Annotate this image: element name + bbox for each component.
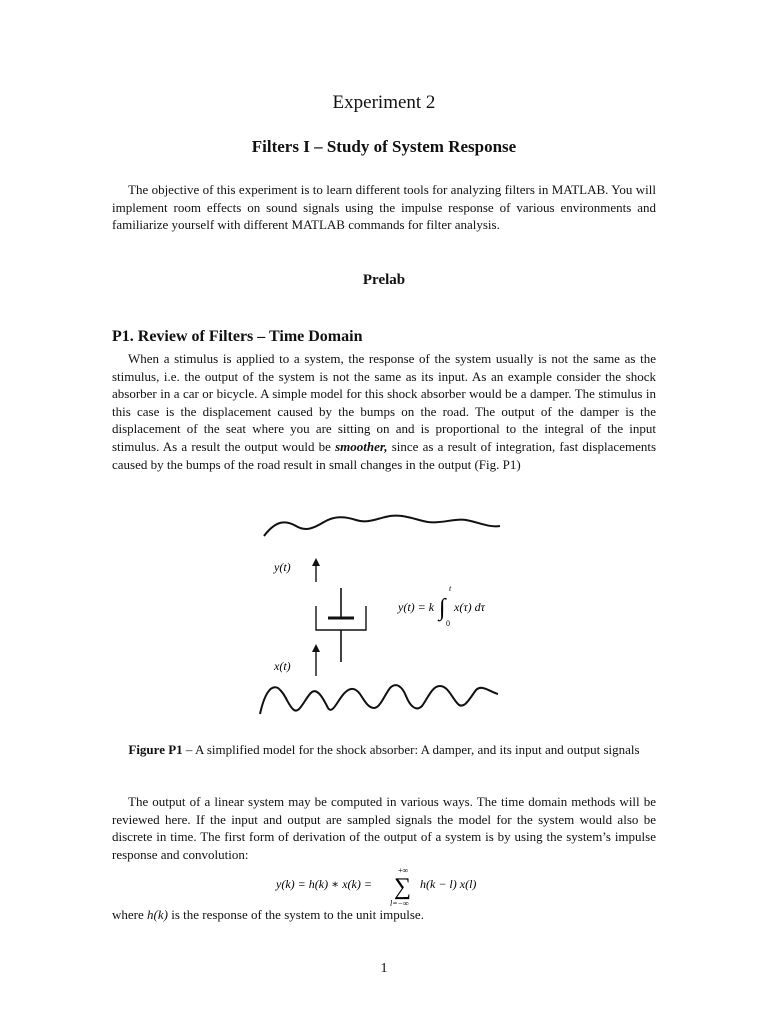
paragraph-convolution: The output of a linear system may be computed in various ways. The time domain methods will be reviewed here. If the input and output are sampled signals the model for the system would also be discrete in time. The first form of derivation of the output of a system is by using the system’s impulse response and convolution: [112, 794, 656, 862]
output-signal-wave [264, 516, 500, 536]
input-signal-wave [260, 685, 498, 714]
figure-p1 [250, 500, 520, 725]
output-label: y(t) [274, 560, 291, 574]
figure-integral-upper-limit: t [449, 584, 452, 593]
input-arrow-head [312, 644, 320, 652]
where-suffix: is the response of the system to the unit impulse. [171, 907, 424, 922]
section-p1-text: When a stimulus is applied to a system, the response of the system usually is not the same as the stimulus, i.e. the output of the system is not the same as its input. As an example consider the shock absorber in a car or bicycle. A simple model for this shock absorber would be a damper. The stimulus in this case is the displacement caused by the bumps on the road. The output of the damper is the displacement of the seat where you are sitting on and is proportional to the integral of the input stimulus. As a result the output would be [112, 351, 656, 454]
convolution-equation [270, 864, 510, 908]
figure-integral-sign: ∫ [439, 595, 446, 621]
section-p1-emphasis: smoother, [335, 438, 388, 454]
figure-caption [112, 741, 656, 759]
output-arrow-head [312, 558, 320, 566]
where-prefix: where [112, 907, 144, 922]
document-subtitle: Filters I – Study of System Response [251, 137, 517, 156]
figure-equation-integrand: x(τ) dτ [454, 600, 485, 614]
caption-label: Figure P1 [128, 742, 183, 757]
intro-paragraph: The objective of this experiment is to learn different tools for analyzing filters in MATLAB. You will implement room effects on sound signals using the impulse response of various environments and familiarize yourself with different MATLAB commands for filter analysis. [112, 182, 656, 233]
caption-text: – A simplified model for the shock absorber: A damper, and its input and output signals [185, 742, 640, 757]
prelab-heading: Prelab [362, 272, 406, 288]
document-title: Experiment 2 [332, 92, 436, 113]
where-symbol: h(k) [147, 907, 168, 922]
conv-eq-lhs: y(k) = h(k) ∗ x(k) = [276, 877, 372, 891]
conv-sum-lower: l=−∞ [390, 899, 409, 908]
section-p1-paragraph [112, 350, 656, 473]
conv-sum-upper: +∞ [398, 866, 409, 875]
where-line [112, 907, 424, 923]
figure-integral-lower-limit: 0 [446, 619, 450, 628]
input-label: x(t) [274, 659, 291, 673]
page-number: 1 [380, 961, 388, 976]
section-p1-text-tail: since as a result of integration, fast displacements caused by the bumps of the road result in small changes in the output (Fig. P1) [112, 438, 657, 472]
section-heading-p1: P1. Review of Filters – Time Domain [112, 328, 363, 345]
conv-sum-sign: ∑ [394, 874, 412, 900]
figure-equation-lhs: y(t) = k [398, 600, 435, 614]
conv-eq-rhs: h(k − l) x(l) [420, 877, 477, 891]
